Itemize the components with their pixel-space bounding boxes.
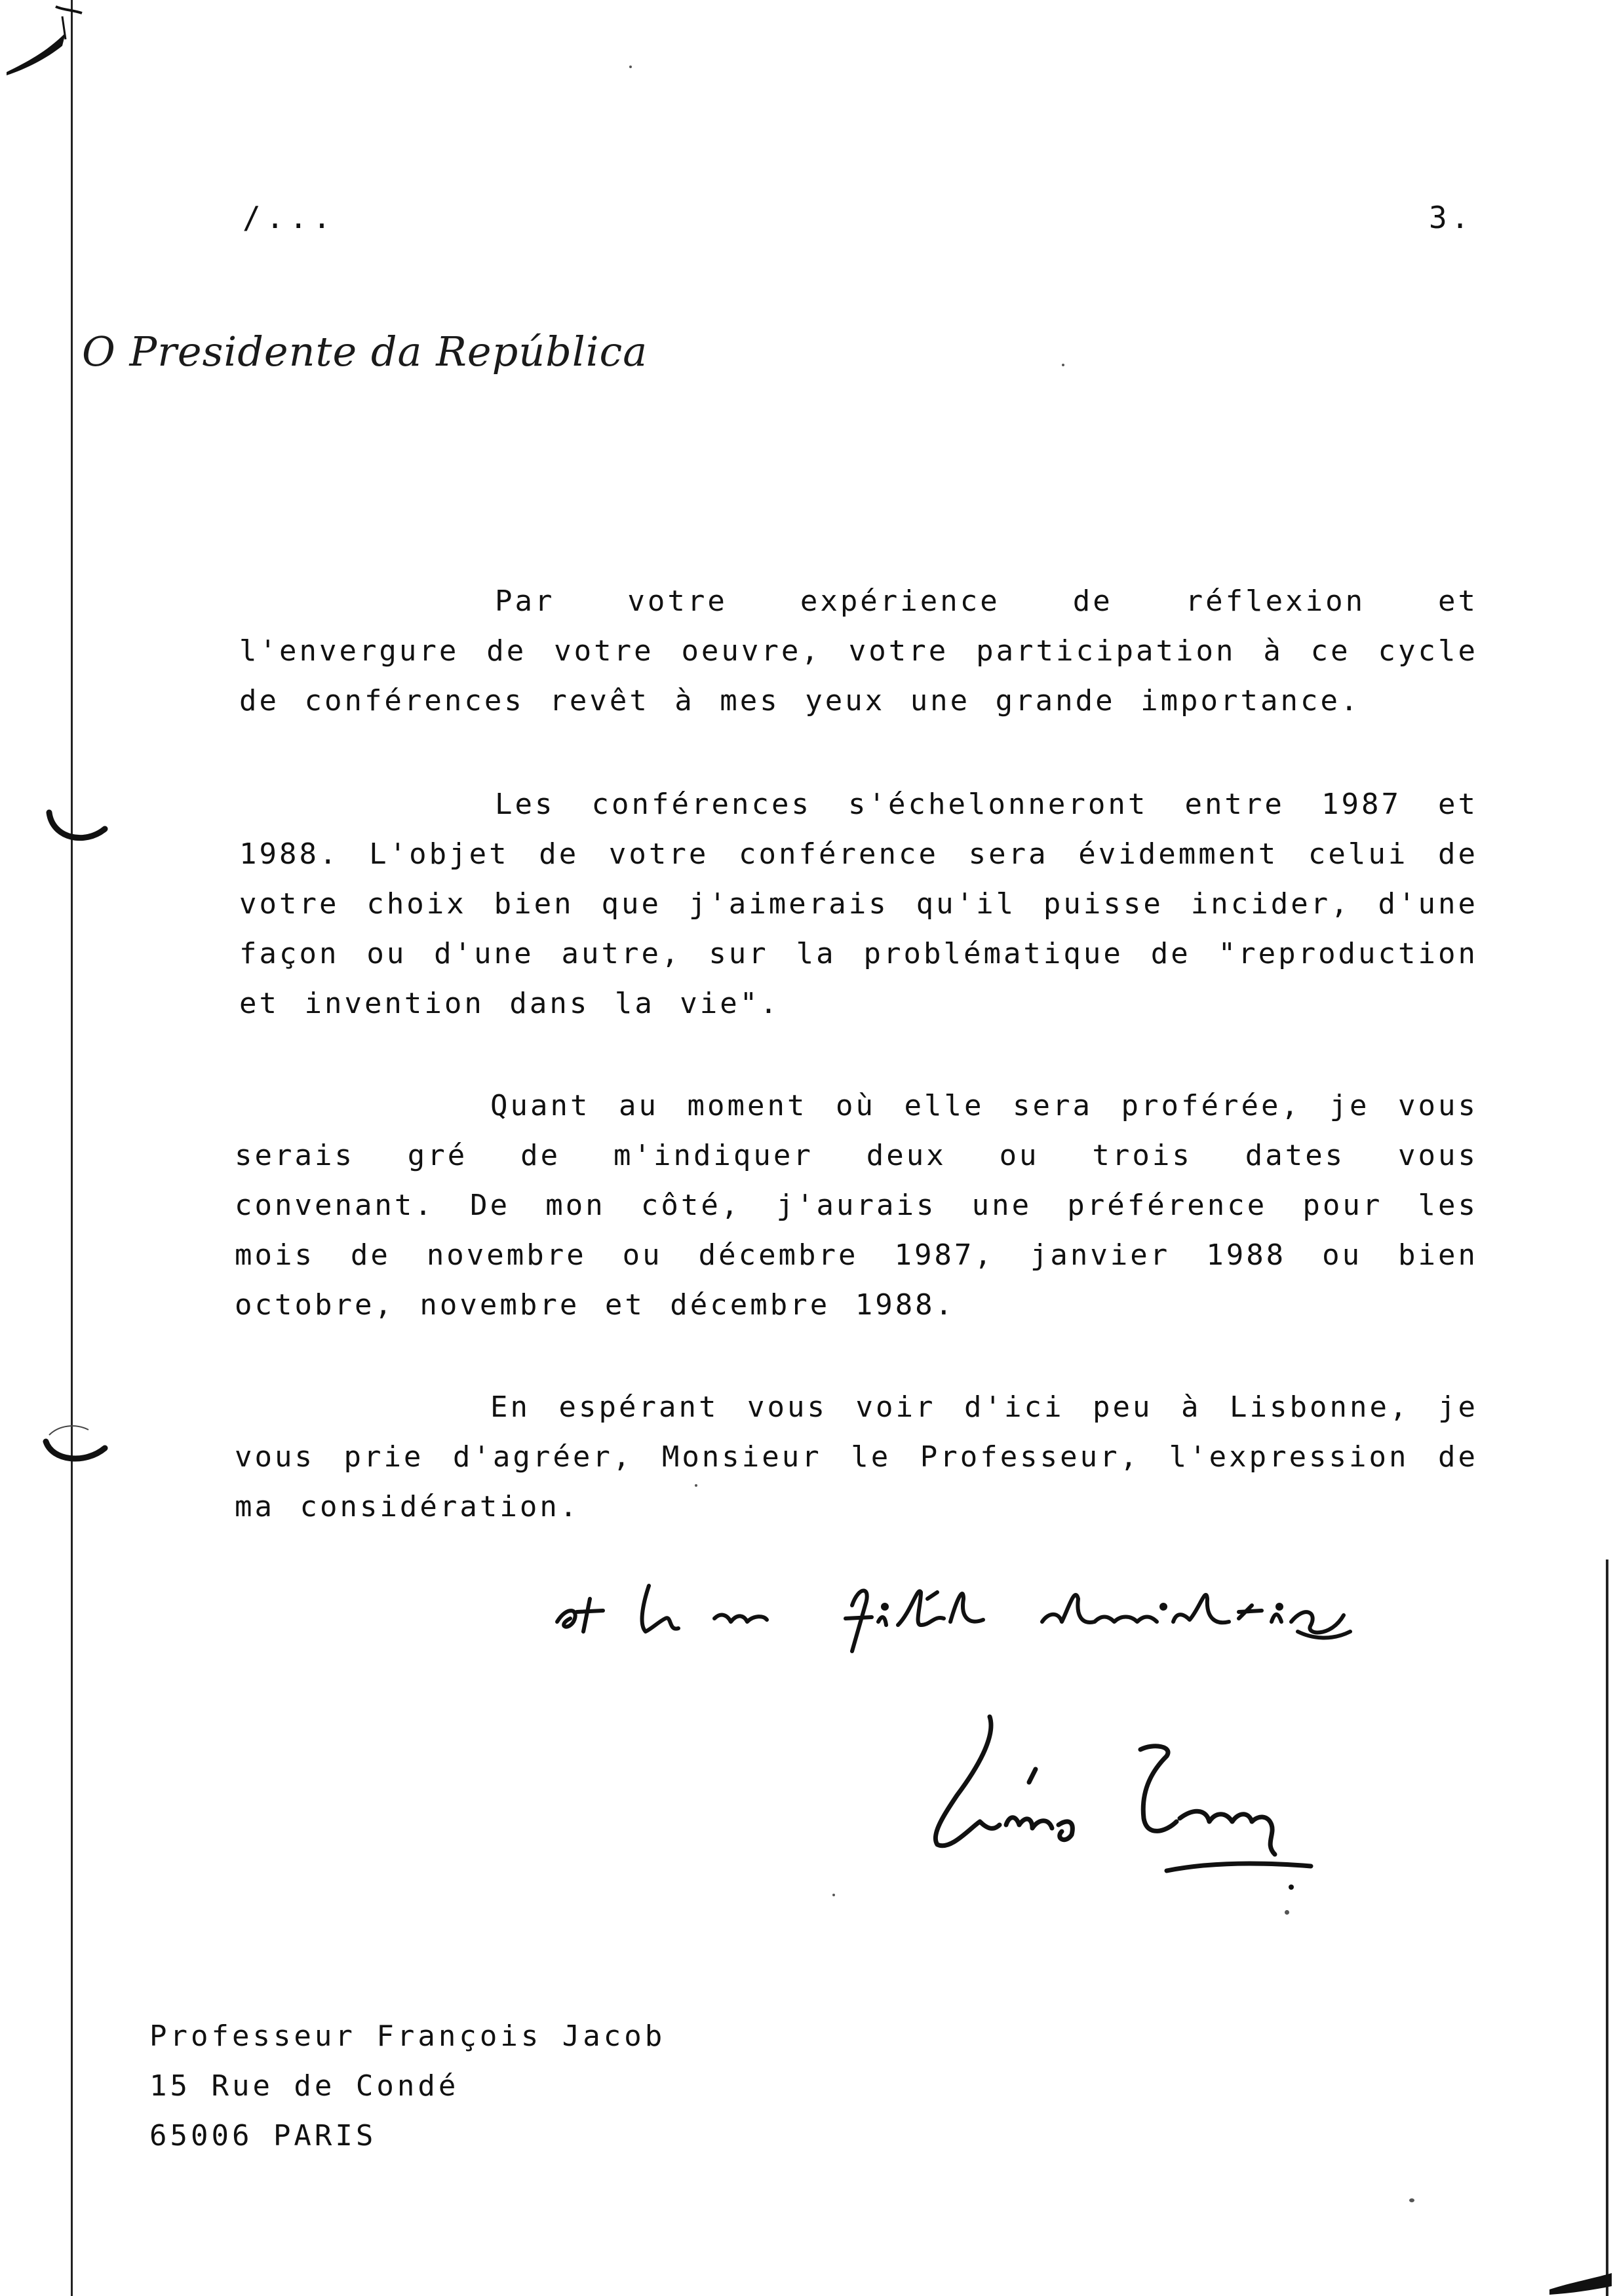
paragraph-3: [235, 1081, 1478, 1330]
scan-speck: [832, 1894, 835, 1896]
signature: [918, 1704, 1324, 1920]
paragraph-1: [239, 577, 1478, 726]
handwritten-closing: [544, 1559, 1409, 1664]
recipient-address: [149, 2012, 665, 2161]
corner-mark: [1543, 2244, 1615, 2296]
punch-hole-mark: [39, 799, 111, 852]
scan-speck: [1409, 2198, 1414, 2202]
paragraph-text: Les conférences s'échelonneront entre 1987 et 1988. L'objet de votre conférence sera évidemment celui de votre choix bien que j'aimerais qu'il puisse incider, d'une façon ou d'une autre, sur la problématique de "reproduction et invention dans la vie".: [239, 788, 1478, 1020]
recipient-name: Professeur François Jacob: [149, 2019, 666, 2053]
continuation-mark: /...: [243, 200, 336, 235]
letterhead-title: O Presidente da República: [82, 328, 648, 375]
page-number: 3.: [1429, 200, 1473, 235]
recipient-city: 65006 PARIS: [149, 2119, 377, 2152]
page-edge-line: [1606, 1559, 1608, 2296]
paragraph-text: En espérant vous voir d'ici peu à Lisbonne, je vous prie d'agréer, Monsieur le Professeur, l'expression de ma considération.: [235, 1390, 1478, 1523]
staple-mark: [0, 0, 92, 85]
paragraph-text: Par votre expérience de réflexion et l'envergure de votre oeuvre, votre participation à ce cycle de conférences revêt à mes yeux une grande importance.: [239, 584, 1478, 718]
punch-hole-mark: [36, 1415, 115, 1474]
recipient-street: 15 Rue de Condé: [149, 2069, 459, 2103]
scan-speck: [629, 66, 632, 68]
paragraph-4: [235, 1383, 1478, 1532]
scan-speck: [1062, 364, 1064, 366]
paragraph-text: Quant au moment où elle sera proférée, je vous serais gré de m'indiquer deux ou trois dates vous convenant. De mon côté, j'aurais une préférence pour les mois de novembre ou décembre 1987, janvier 1988 ou bien octobre, novembre et décembre 1988.: [235, 1089, 1478, 1322]
paragraph-2: [239, 780, 1478, 1029]
binding-line: [71, 0, 73, 2296]
